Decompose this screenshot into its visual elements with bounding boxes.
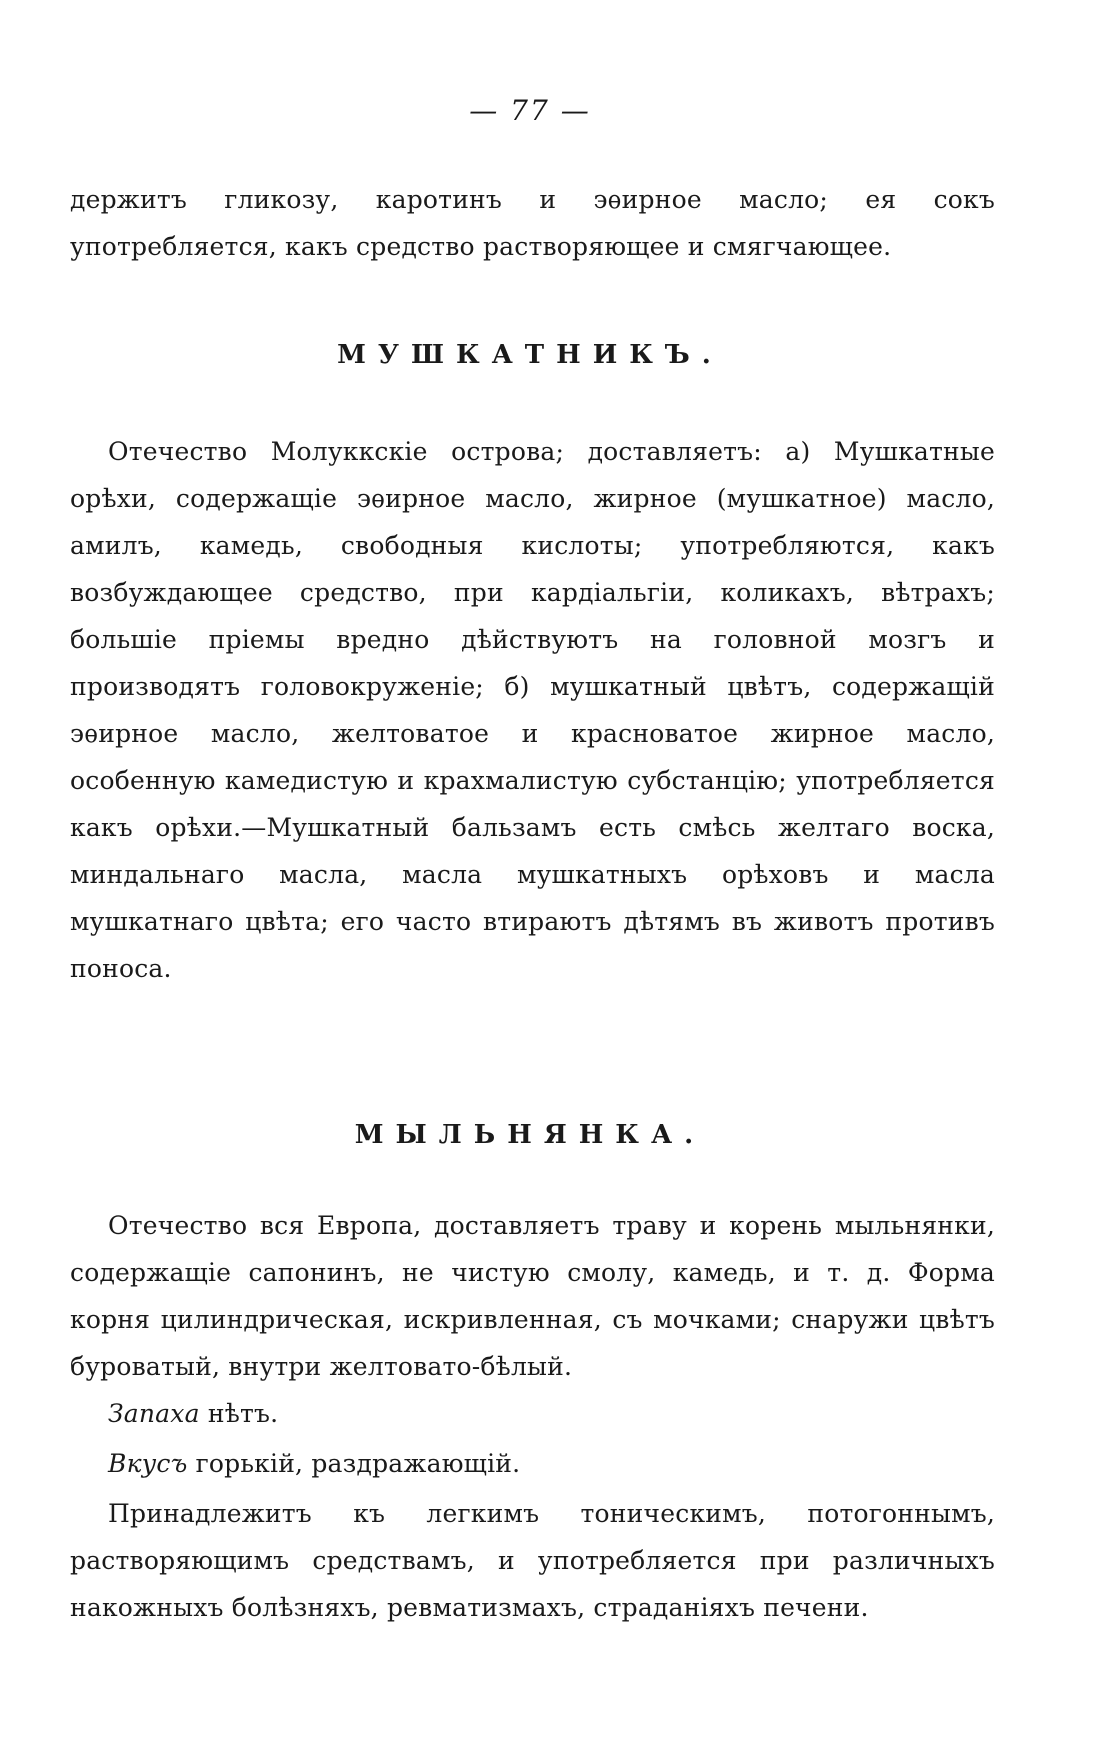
page-number: — 77 — (469, 94, 591, 127)
section-heading-mylnyanka: МЫЛЬНЯНКА. (354, 1120, 706, 1150)
smell-value: нѣтъ. (199, 1399, 279, 1428)
section-body-mylnyanka: Отечество вся Европа, доставляетъ траву и корень мыльнянки, содержащіе сапонинъ, не чистую смолу, камедь, и т. д. Форма корня цилиндрическая, искривленная, съ мочками; снаружи цвѣтъ буроватый, внутри желтовато-бѣлый. (70, 1211, 995, 1381)
section-closing-paragraph: Принадлежитъ къ легкимъ тоническимъ, потогоннымъ, растворяющимъ средствамъ, и употребляется при различныхъ накожныхъ болѣзняхъ, ревматизмахъ, страданіяхъ печени. (70, 1499, 995, 1622)
section-heading-muskatnik: МУШКАТНИКЪ. (337, 340, 723, 370)
continued-paragraph: держитъ гликозу, каротинъ и эѳирное масло; ея сокъ употребляется, какъ средство растворяющее и смягчающее. (70, 185, 995, 261)
taste-value: горькій, раздражающій. (187, 1449, 521, 1478)
section-body-muskatnik: Отечество Молуккскіе острова; доставляетъ: а) Мушкатные орѣхи, содержащіе эѳирное масло, жирное (мушкатное) масло, амилъ, камедь, свободныя кислоты; употребляются, какъ возбуждающее средство, при кардіальгіи, коликахъ, вѣтрахъ; большіе пріемы вредно дѣйствуютъ на головной мозгъ и производятъ головокруженіе; б) мушкатный цвѣтъ, содержащій эѳирное масло, желтоватое и красноватое жирное масло, особенную камедистую и крахмалистую субстанцію; употребляется какъ орѣхи.—Мушкатный бальзамъ есть смѣсь желтаго воска, миндальнаго масла, масла мушкатныхъ орѣховъ и масла мушкатнаго цвѣта; его часто втираютъ дѣтямъ въ животъ противъ поноса. (70, 437, 995, 983)
taste-label: Вкусъ (108, 1449, 188, 1478)
smell-label: Запаха (108, 1399, 200, 1428)
taste-line (70, 1440, 995, 1487)
smell-line (70, 1390, 995, 1437)
